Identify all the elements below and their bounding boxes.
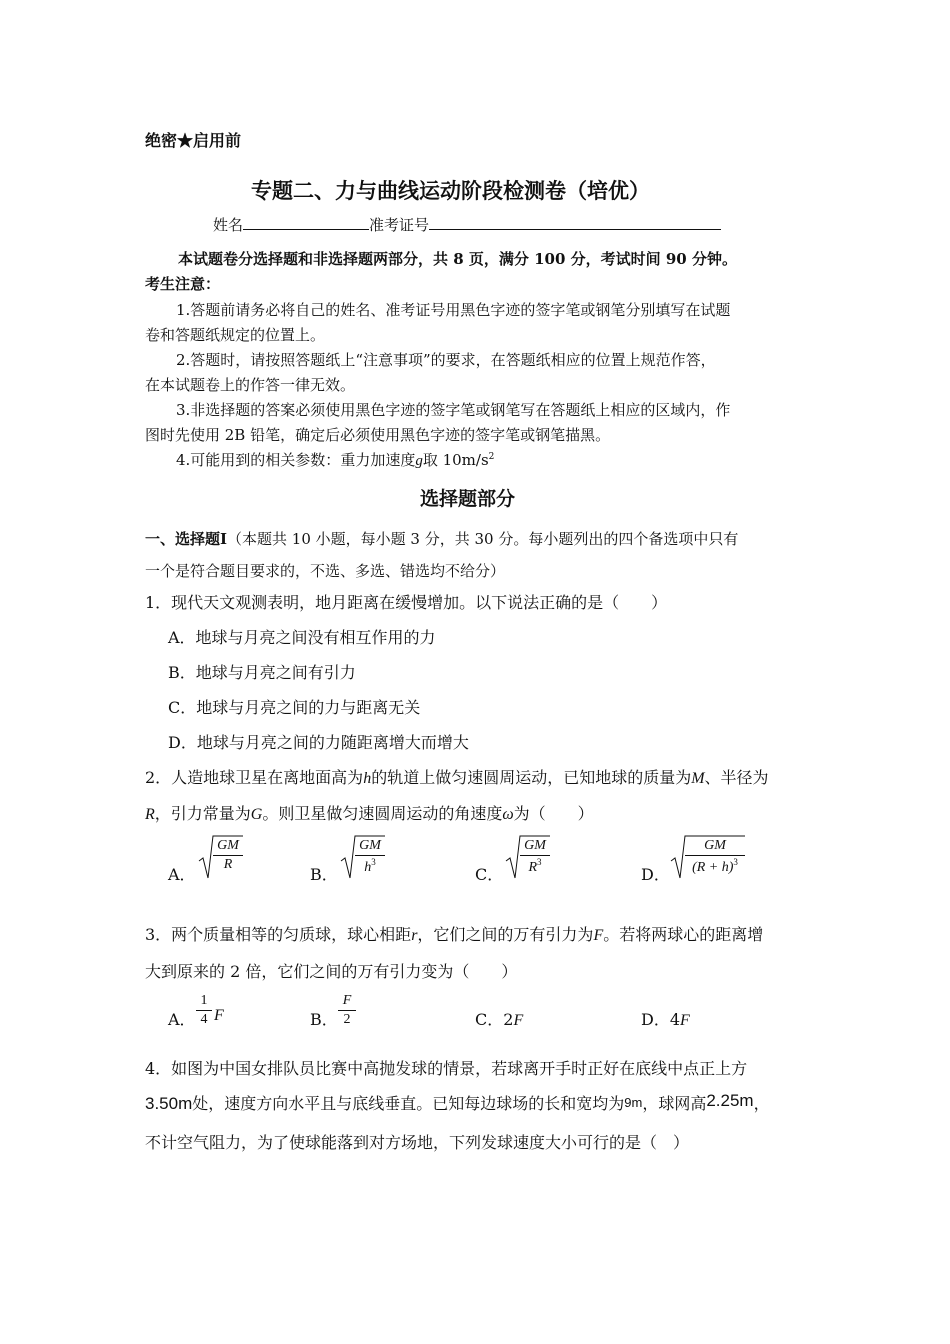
q2-option-a-label: A． [168,865,196,884]
q4-line-1: 4．如图为中国女排队员比赛中高抛发球的情景，若球离开手时正好在底线中点正上方 [145,1059,748,1078]
exam-id-label: 准考证号 [369,216,430,234]
notice-heading: 考生注意： [145,275,221,293]
q1-option-c: C．地球与月亮之间的力与距离无关 [168,698,421,717]
q4-text-b: ，球网高 [642,1094,707,1113]
q3-option-d [641,1007,690,1030]
q3-var-f: F [593,927,604,944]
q3-a-numerator: 1 [200,993,208,1008]
q3-option-a-fraction [196,993,212,1028]
q2-var-h: h [363,770,372,787]
name-label: 姓名 [213,216,244,234]
q4-line-3: 不计空气阻力，为了使球能落到对方场地，下列发球速度大小可行的是（ ） [145,1133,690,1152]
notice-3-line-1: 3.非选择题的答案必须使用黑色字迹的签字笔或钢笔写在答题纸上相应的区域内，作 [176,401,731,419]
q4-net-height: 2.25m [706,1091,754,1110]
q1-option-b: B．地球与月亮之间有引力 [168,663,356,682]
page-title: 专题二、力与曲线运动阶段检测卷（培优） [251,178,650,203]
q1-option-a: A．地球与月亮之间没有相互作用的力 [168,628,436,647]
q2-b-denominator: h [364,860,372,875]
q2-var-r: R [145,806,155,823]
part-desc-1: （本题共 10 小题，每小题 3 分，共 30 分。每小题列出的四个备选项中只有 [227,530,739,548]
notice-1-line-2: 卷和答题纸规定的位置上。 [145,326,326,344]
q3-b-numerator: F [342,993,352,1008]
q2-text-f: 为（ ） [513,804,594,823]
q2-line-1 [145,765,769,788]
q2-d-exponent: 3 [733,857,738,867]
name-exam-id-row [213,214,721,235]
q3-line-2: 大到原来的 2 倍，它们之间的万有引力变为（ ） [145,962,518,981]
q3-var-r: r [411,927,418,944]
q2-a-numerator: GM [217,838,239,853]
q2-option-b-fraction [355,838,385,876]
q3-option-a-label: A． [168,1010,196,1029]
notice-4-value: 取 10m/s [422,451,489,469]
q2-d-denominator: (R + h) [692,860,734,875]
q3-text-a: 3．两个质量相等的匀质球，球心相距 [145,925,412,944]
notice-1-line-1: 1.答题前请务必将自己的姓名、准考证号用黑色字迹的签字笔或钢笔分别填写在试题 [176,301,731,319]
q2-option-a-fraction [213,838,243,873]
q3-option-b-label: B． [310,1010,338,1029]
q4-court-size: 9m [624,1095,643,1110]
part-label: 一、选择题Ⅰ [145,530,228,548]
q2-c-exponent: 3 [537,857,542,867]
q2-text-c: 、半径为 [704,768,769,787]
q2-var-g: G [250,806,263,823]
q1-option-d: D．地球与月亮之间的力随距离增大而增大 [168,733,469,752]
q2-option-c-fraction [520,838,550,876]
q4-line-2 [145,1091,770,1114]
notice-4 [176,449,494,470]
part-line-2: 一个是符合题目要求的，不选、多选、错选均不给分） [145,562,506,580]
q3-option-c [475,1007,523,1030]
q2-b-exponent: 3 [371,857,376,867]
confidential-label: 绝密★启用前 [145,131,242,150]
section-title: 选择题部分 [420,488,516,510]
q2-option-b-label: B． [310,865,338,884]
q2-option-d-label: D． [641,865,670,884]
q2-d-numerator: GM [704,838,726,853]
exam-summary: 本试题卷分选择题和非选择题两部分，共 8 页，满分 100 分，考试时间 90 分钟。 [178,250,737,268]
q2-a-denominator: R [223,857,233,872]
q2-text-d: ，引力常量为 [154,804,251,823]
q2-b-numerator: GM [359,838,381,853]
q2-var-m: M [691,770,705,787]
q2-text-a: 2．人造地球卫星在离地面高为 [145,768,364,787]
q3-option-d-text: D．4 [641,1010,681,1029]
q4-text-a: 处，速度方向水平且与底线垂直。已知每边球场的长和宽均为 [192,1094,625,1113]
part-line-1 [145,528,738,549]
q2-text-e: 。则卫星做匀速圆周运动的角速度 [262,804,503,823]
q2-var-omega: ω [502,806,514,823]
q3-b-denominator: 2 [343,1012,351,1027]
q4-text-c: ， [753,1094,770,1113]
q2-text-b: 的轨道上做匀速圆周运动，已知地球的质量为 [371,768,692,787]
q3-option-c-text: C．2 [475,1010,514,1029]
notice-3-line-2: 图时先使用 2B 铅笔，确定后必须使用黑色字迹的签字笔或钢笔描黑。 [145,426,611,444]
notice-4-prefix: 4.可能用到的相关参数：重力加速度 [176,451,416,469]
q2-c-denominator: R [528,860,538,875]
notice-4-g: g [415,453,423,469]
name-blank [243,214,369,230]
q3-a-denominator: 4 [200,1012,208,1027]
q2-line-2 [145,801,594,824]
q3-option-a-f: F [214,1007,224,1024]
exam-id-blank [429,214,721,230]
q3-option-b-fraction [338,993,356,1028]
q3-line-1 [145,922,763,945]
q2-option-c-label: C． [475,865,504,884]
q3-option-c-f: F [513,1012,524,1029]
q4-height-value: 3.50m [145,1094,193,1113]
q3-option-d-f: F [680,1012,690,1029]
q2-option-d-fraction [685,838,745,876]
notice-4-sup: 2 [488,452,495,462]
q3-text-b: ，它们之间的万有引力为 [417,925,594,944]
notice-2-line-1: 2.答题时，请按照答题纸上“注意事项”的要求，在答题纸相应的位置上规范作答， [176,351,716,369]
q3-text-c: 。若将两球心的距离增 [603,925,764,944]
notice-2-line-2: 在本试题卷上的作答一律无效。 [145,376,356,394]
q1-stem: 1．现代天文观测表明，地月距离在缓慢增加。以下说法正确的是（ ） [145,593,668,612]
q2-c-numerator: GM [524,838,546,853]
